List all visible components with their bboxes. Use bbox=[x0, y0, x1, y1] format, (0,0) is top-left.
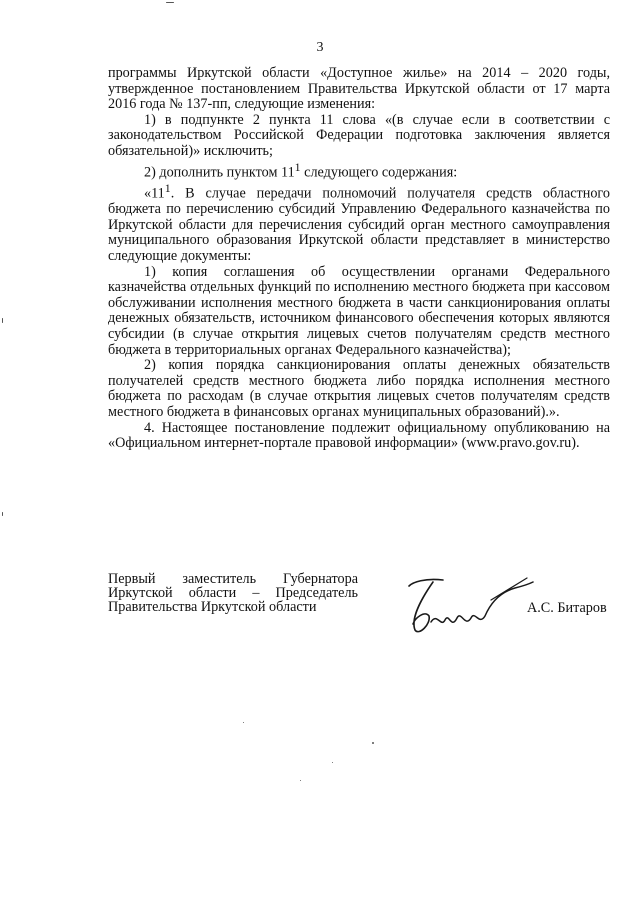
superscript: 1 bbox=[164, 180, 171, 195]
document-body bbox=[108, 66, 610, 452]
scan-speck bbox=[166, 2, 174, 3]
scan-speck bbox=[300, 780, 301, 781]
paragraph-text: 2) дополнить пунктом 11 bbox=[144, 164, 295, 181]
handwritten-signature bbox=[405, 572, 535, 642]
signatory-name: А.С. Битаров bbox=[527, 600, 607, 616]
superscript: 1 bbox=[294, 159, 301, 174]
scan-speck bbox=[243, 722, 244, 723]
paragraph: 1) копия соглашения об осуществлении органами Федерального казначейства отдельных функций по исполнению местного бюджета при кассовом обслуживании исполнения местного бюджета в части санкционирования оплаты денежных обязательств, источником финансового обеспечения которых являются субсидии (в случае открытия лицевых счетов получателям средств местного бюджета в территориальных органах Федерального казначейства); bbox=[108, 263, 610, 358]
paragraph bbox=[108, 181, 610, 265]
scan-speck bbox=[2, 512, 3, 516]
scan-speck bbox=[2, 318, 3, 323]
position-line: Иркутской области – Председатель bbox=[108, 585, 358, 601]
scan-speck bbox=[332, 762, 333, 763]
paragraph: программы Иркутской области «Доступное жилье» на 2014 – 2020 годы, утвержденное постановлением Правительства Иркутской области от 17 марта 2016 года № 137-пп, следующие изменения: bbox=[108, 65, 610, 113]
position-line: Первый заместитель Губернатора bbox=[108, 571, 358, 587]
signatory-position bbox=[108, 572, 358, 614]
paragraph bbox=[108, 160, 610, 181]
position-line: Правительства Иркутской области bbox=[108, 599, 317, 615]
scan-speck bbox=[372, 742, 374, 744]
paragraph-text: «11 bbox=[144, 185, 165, 202]
paragraph: 1) в подпункте 2 пункта 11 слова «(в случае если в соответствии с законодательством Российской Федерации подготовка заключения является обязательной)» исключить; bbox=[108, 111, 610, 159]
paragraph: 4. Настоящее постановление подлежит официальному опубликованию на «Официальном интернет-портале правовой информации» (www.pravo.gov.ru). bbox=[108, 419, 610, 452]
paragraph-text: следующего содержания: bbox=[300, 164, 458, 181]
paragraph: 2) копия порядка санкционирования оплаты денежных обязательств получателей средств местного бюджета либо порядка исполнения местного бюджета по расходам (в случае открытия лицевых счетов получателям средств местного бюджета в финансовых органах муниципальных образований).». bbox=[108, 357, 610, 420]
paragraph-text: . В случае передачи полномочий получателя средств областного бюджета по перечислению субсидий Управлению Федерального казначейства по Иркутской области для перечисления субсидий орган местного самоуправления муниципального образования Иркутской области представляет в министерство следующие документы: bbox=[108, 185, 610, 264]
page-number: 3 bbox=[316, 40, 324, 55]
